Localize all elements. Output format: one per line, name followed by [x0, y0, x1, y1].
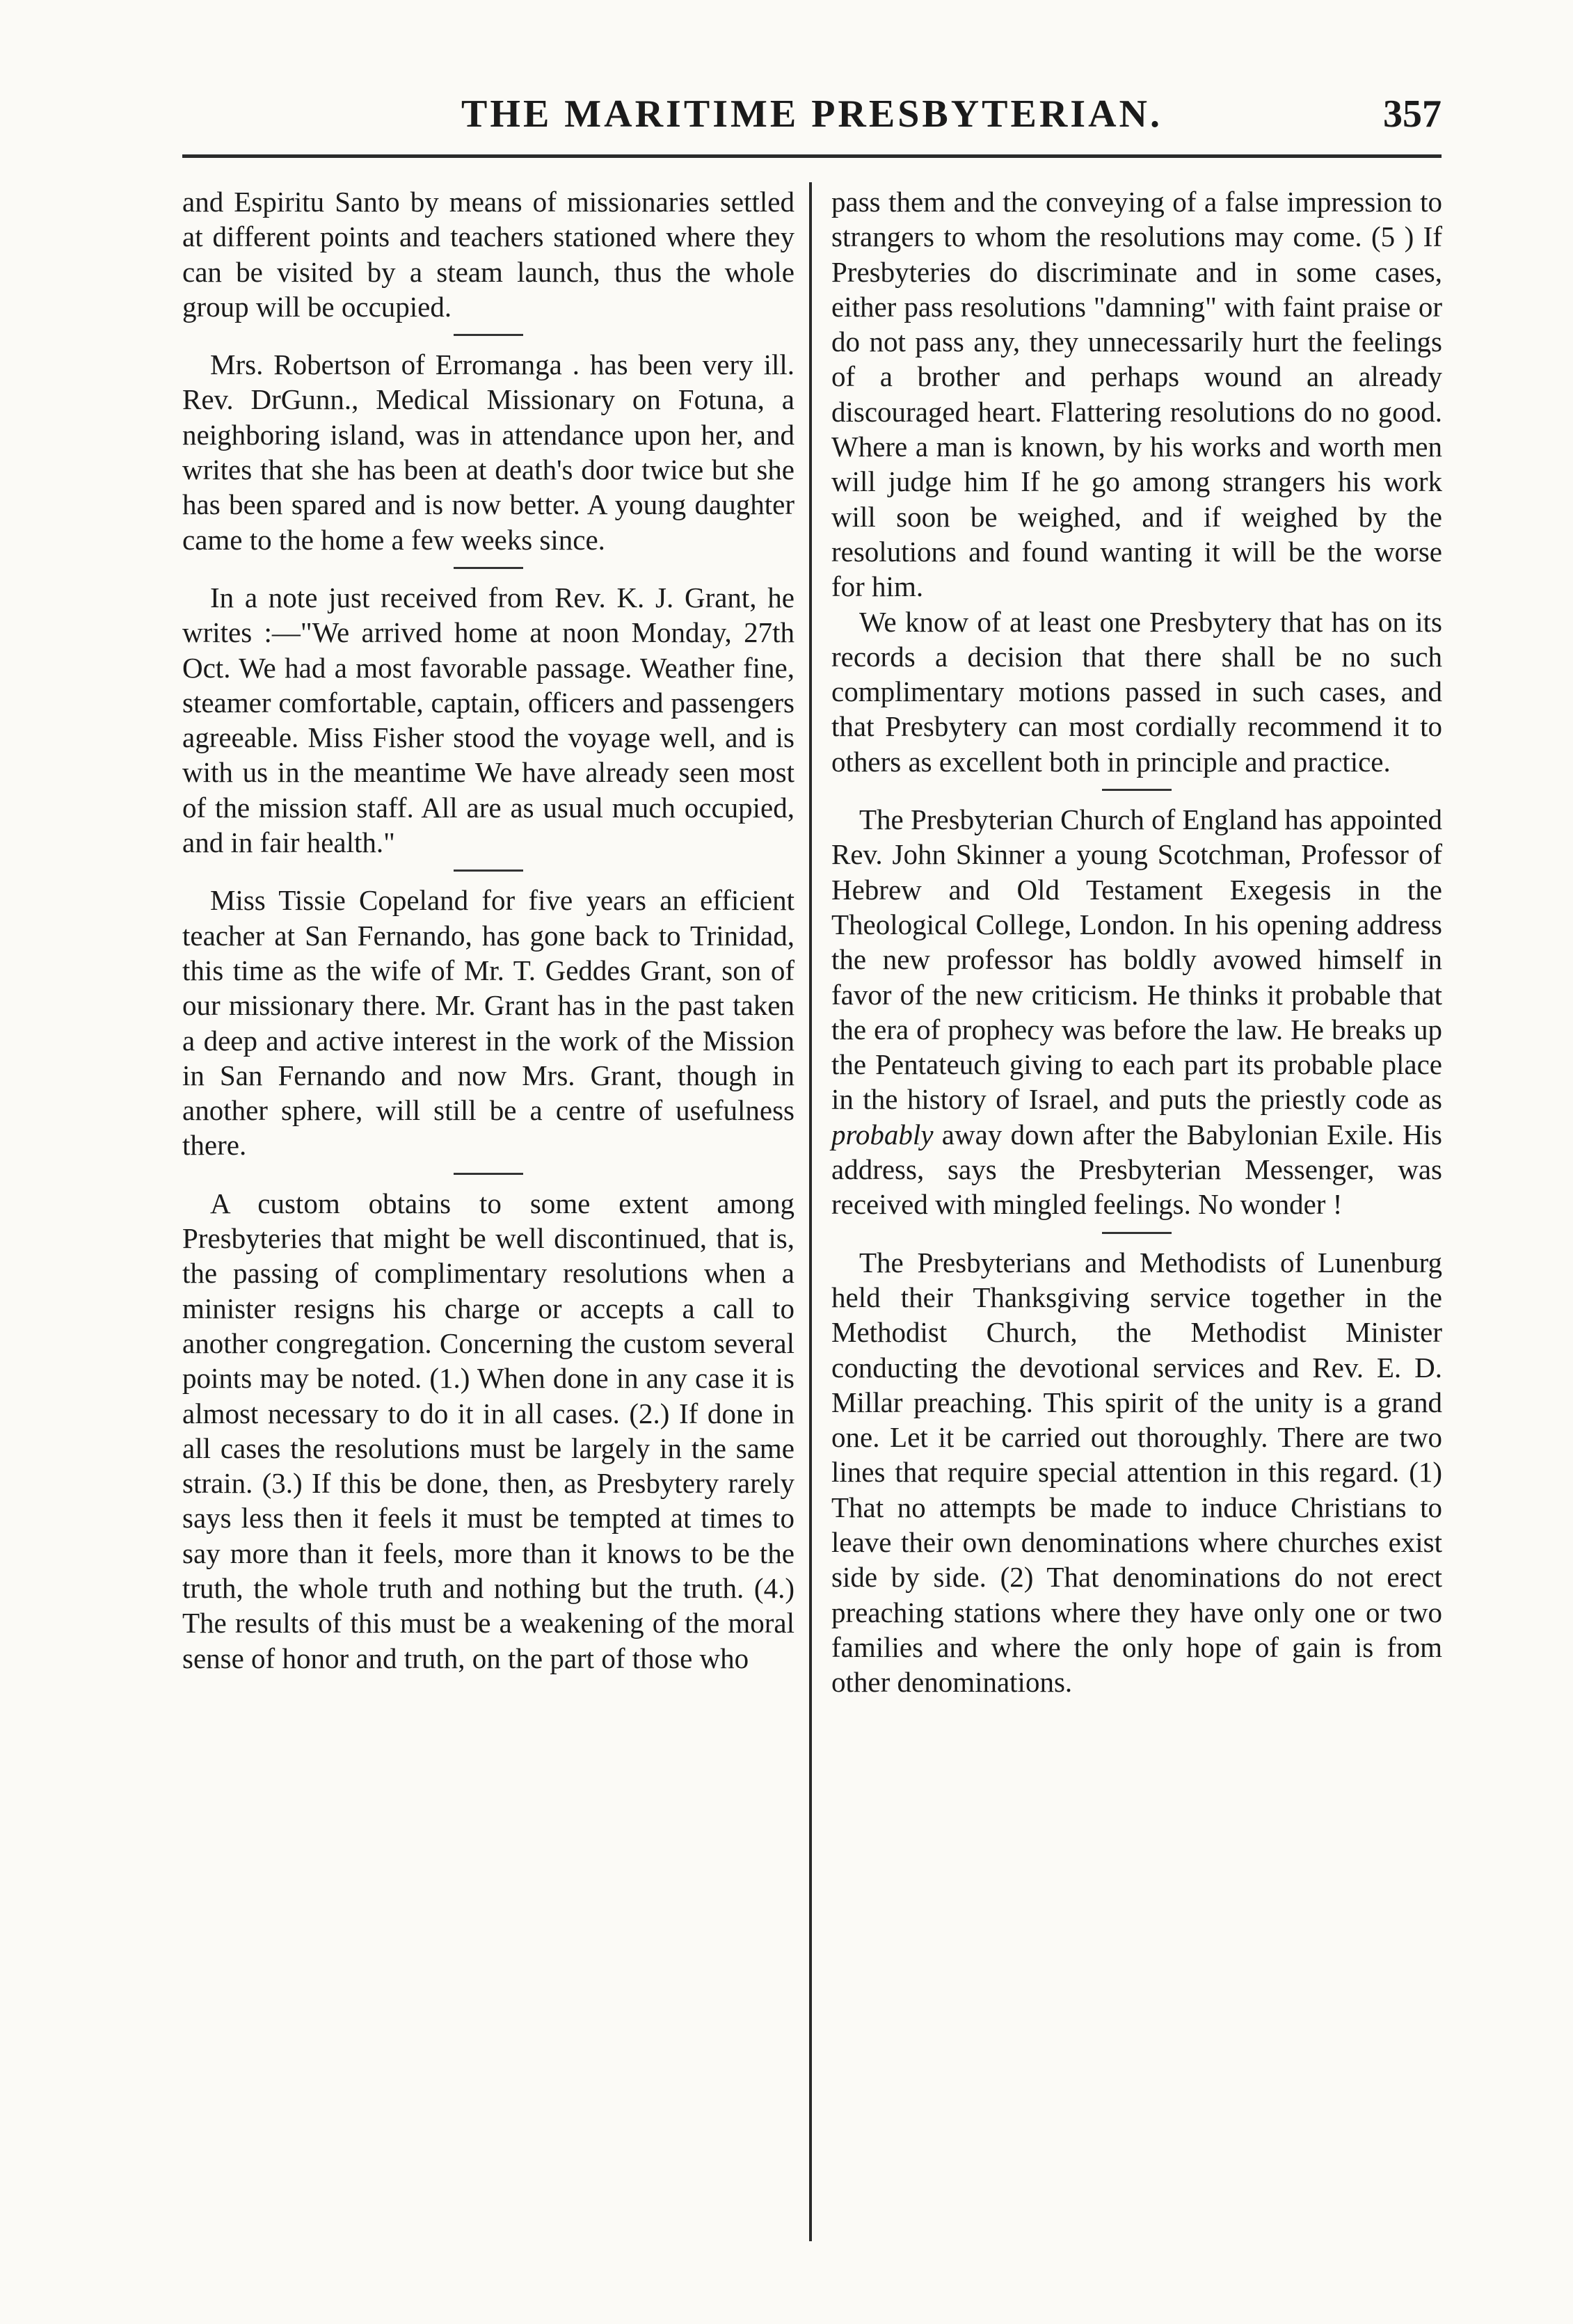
italic-word: probably [831, 1118, 934, 1151]
section-divider [454, 567, 523, 569]
paragraph-presbytery-decision: We know of at least one Presbytery that has on its records a decision that there shall be no such complimentary motions passed in such cases, and that Presbytery can most cordially recommend it to others as excellent both in principle and practice. [831, 605, 1442, 778]
section-divider [454, 870, 523, 872]
paragraph-thanksgiving-service: The Presbyterians and Methodists of Lunenburg held their Thanksgiving service together in the Methodist Church, the Methodist Minister conducting the devotional services and Rev. E. D. Millar preaching. This spirit of the unity is a grand one. Let it be carried out thoroughly. There are two lines that require special attention in this regard. (1) That no attempts be made to induce Christians to leave their own denominations where churches exist side by side. (2) That denominations do not erect preaching stations where they have only one or two families and where the only hope of gain is from other denominations. [831, 1246, 1442, 1699]
running-title: THE MARITIME PRESBYTERIAN. [461, 93, 1163, 136]
paragraph-custom-resolutions: A custom obtains to some extent among Presbyteries that might be well discontinued, that is, the passing of complimentary resolutions when a minister resigns his charge or accepts a call to another congregation. Concerning the custom several points may be noted. (1.) When done in any case it is almost necessary to do it in all cases. (2.) If done in all cases the resolutions must be largely in the same strain. (3.) If this be done, then, as Presbytery rarely says less then it feels it must be tempted at times to say more than it feels, more than it knows to be the truth, the whole truth and nothing but the truth. (4.) The results of this must be a weakening of the moral sense of honor and truth, on the part of those who [182, 1187, 795, 1674]
paragraph-resolutions-continued: pass them and the conveying of a false impression to strangers to whom the resolutions may come. (5 ) If Presbyteries do discriminate and in some cases, either pass resolutions "damning" with faint praise or do not pass any, they unnecessarily hurt the feelings of a brother and perhaps wound an already discouraged heart. Flattering resolutions do no good. Where a man is known, by his works and worth men will judge him If he go among strangers his work will soon be weighed, and if weighed by the resolutions and found wanting it will be the worse for him. [831, 186, 1442, 603]
text-run: away down after the Babylonian Exile. His address, says the Presbyterian Messenger, was received with mingled feelings. No wonder ! [831, 1118, 1442, 1221]
left-column [182, 184, 795, 1676]
page-header [182, 92, 1442, 147]
section-divider [1102, 789, 1172, 791]
section-divider [454, 334, 523, 336]
header-rule [182, 154, 1442, 158]
paragraph-espiritu-santo: and Espiritu Santo by means of missionaries settled at different points and teachers stationed where they can be visited by a steam launch, thus the whole group will be occupied. [182, 186, 795, 323]
section-divider [454, 1173, 523, 1175]
right-column [831, 184, 1442, 1699]
paragraph-copeland: Miss Tissie Copeland for five years an efficient teacher at San Fernando, has gone back to Trinidad, this time as the wife of Mr. T. Geddes Grant, son of our missionary there. Mr. Grant has in the past taken a deep and active interest in the work of the Mission in San Fernando and now Mrs. Grant, though in another sphere, will still be a centre of usefulness there. [182, 884, 795, 1162]
text-run: The Presbyterian Church of England has appointed Rev. John Skinner a young Scotchman, Professor of Hebrew and Old Testament Exegesis in the Theological College, London. In his opening address the new professor has boldly avowed himself in favor of the new criticism. He thinks it probable that the era of prophecy was before the law. He breaks up the Pentateuch giving to each part its probable place in the history of Israel, and puts the priestly code as [831, 803, 1442, 1116]
paragraph-church-of-england [831, 802, 1442, 1222]
paragraph-grant-note: In a note just received from Rev. K. J. Grant, he writes :—"We arrived home at noon Monday, 27th Oct. We had a most favorable passage. Weather fine, steamer comfortable, captain, officers and passengers agreeable. Miss Fisher stood the voyage well, and is with us in the meantime We have already seen most of the mission staff. All are as usual much occupied, and in fair health." [182, 581, 795, 859]
column-rule [809, 182, 812, 2241]
page-number: 357 [1383, 93, 1442, 136]
section-divider [1102, 1232, 1172, 1234]
paragraph-mrs-robertson: Mrs. Robertson of Erromanga . has been very ill. Rev. DrGunn., Medical Missionary on Fotuna, a neighboring island, was in attendance upon her, and writes that she has been at death's door twice but she has been spared and is now better. A young daughter came to the home a few weeks since. [182, 348, 795, 556]
